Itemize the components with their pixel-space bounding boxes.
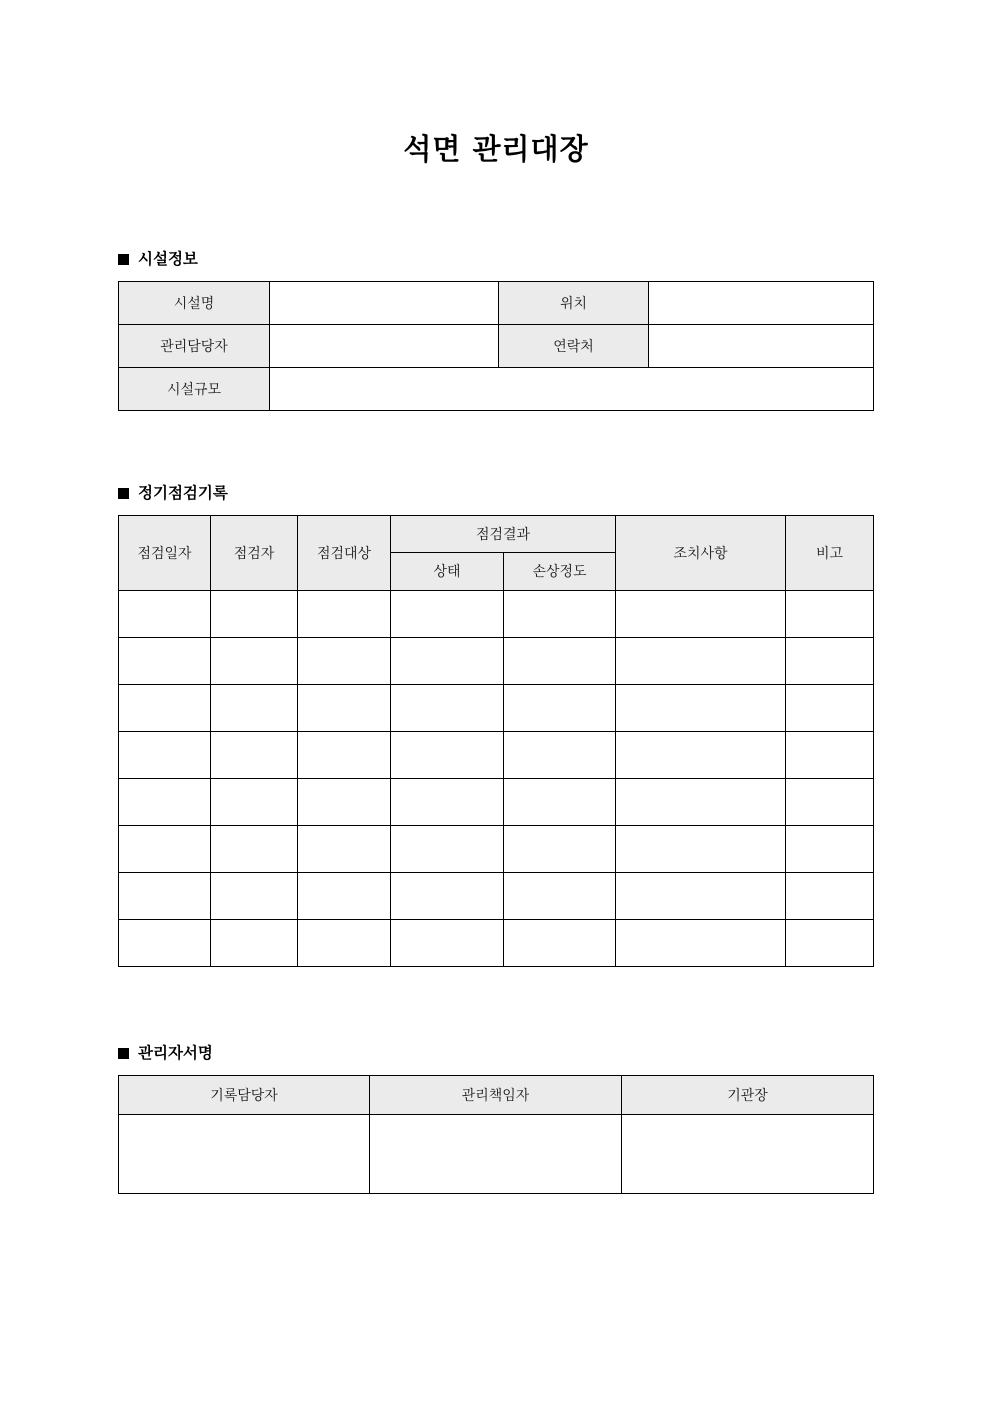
cell-result-damage[interactable]	[504, 637, 616, 684]
inspection-records-table	[118, 515, 874, 967]
cell-remarks[interactable]	[786, 872, 874, 919]
cell-inspector[interactable]	[211, 778, 298, 825]
section-heading-label: 시설정보	[138, 250, 198, 268]
facility-name-label: 시설명	[119, 281, 270, 324]
cell-result-damage[interactable]	[504, 684, 616, 731]
column-header-responsible-manager: 관리책임자	[370, 1075, 622, 1114]
section-heading-manager-signature	[118, 1044, 873, 1063]
bullet-square-icon	[118, 1048, 129, 1059]
cell-inspection-target[interactable]	[298, 872, 391, 919]
cell-result-damage[interactable]	[504, 731, 616, 778]
table-header-row	[119, 1075, 874, 1114]
cell-inspection-target[interactable]	[298, 919, 391, 966]
facility-scale-label: 시설규모	[119, 367, 270, 410]
table-row	[119, 731, 874, 778]
cell-result-state[interactable]	[391, 825, 504, 872]
signature-field-responsible-manager[interactable]	[370, 1114, 622, 1193]
cell-remarks[interactable]	[786, 684, 874, 731]
cell-inspection-date[interactable]	[119, 731, 211, 778]
cell-result-state[interactable]	[391, 731, 504, 778]
cell-inspection-date[interactable]	[119, 872, 211, 919]
cell-remarks[interactable]	[786, 825, 874, 872]
facility-location-label: 위치	[499, 281, 649, 324]
cell-remarks[interactable]	[786, 731, 874, 778]
section-manager-signature	[118, 1044, 873, 1194]
column-header-action-taken: 조치사항	[616, 515, 786, 590]
section-heading-facility-info	[118, 250, 873, 269]
cell-result-damage[interactable]	[504, 590, 616, 637]
cell-inspector[interactable]	[211, 684, 298, 731]
cell-inspection-target[interactable]	[298, 825, 391, 872]
cell-result-damage[interactable]	[504, 825, 616, 872]
cell-action-taken[interactable]	[616, 872, 786, 919]
cell-action-taken[interactable]	[616, 684, 786, 731]
cell-inspector[interactable]	[211, 872, 298, 919]
table-row	[119, 281, 874, 324]
signature-table	[118, 1075, 874, 1194]
cell-remarks[interactable]	[786, 919, 874, 966]
section-inspection-records	[118, 484, 873, 967]
facility-contact-value[interactable]	[649, 324, 874, 367]
cell-action-taken[interactable]	[616, 731, 786, 778]
cell-remarks[interactable]	[786, 637, 874, 684]
signature-field-institution-head[interactable]	[622, 1114, 874, 1193]
cell-inspector[interactable]	[211, 919, 298, 966]
facility-location-value[interactable]	[649, 281, 874, 324]
signature-field-record-officer[interactable]	[119, 1114, 370, 1193]
column-header-inspector: 점검자	[211, 515, 298, 590]
cell-action-taken[interactable]	[616, 590, 786, 637]
facility-contact-label: 연락처	[499, 324, 649, 367]
cell-result-state[interactable]	[391, 637, 504, 684]
cell-inspection-date[interactable]	[119, 637, 211, 684]
column-header-remarks: 비고	[786, 515, 874, 590]
cell-inspection-target[interactable]	[298, 684, 391, 731]
cell-inspection-date[interactable]	[119, 778, 211, 825]
page-title: 석면 관리대장	[403, 132, 589, 166]
bullet-square-icon	[118, 254, 129, 265]
table-row	[119, 825, 874, 872]
cell-result-state[interactable]	[391, 778, 504, 825]
table-row	[119, 872, 874, 919]
cell-action-taken[interactable]	[616, 778, 786, 825]
cell-inspection-target[interactable]	[298, 590, 391, 637]
facility-manager-value[interactable]	[270, 324, 499, 367]
cell-inspector[interactable]	[211, 637, 298, 684]
cell-result-damage[interactable]	[504, 919, 616, 966]
facility-info-table	[118, 281, 874, 411]
cell-result-state[interactable]	[391, 872, 504, 919]
cell-inspector[interactable]	[211, 590, 298, 637]
cell-inspection-date[interactable]	[119, 684, 211, 731]
column-header-inspection-result-group: 점검결과	[391, 515, 616, 553]
table-row	[119, 919, 874, 966]
cell-inspector[interactable]	[211, 825, 298, 872]
cell-remarks[interactable]	[786, 590, 874, 637]
table-row	[119, 637, 874, 684]
cell-result-damage[interactable]	[504, 872, 616, 919]
section-heading-label: 정기점검기록	[138, 484, 228, 502]
cell-inspection-target[interactable]	[298, 778, 391, 825]
facility-name-value[interactable]	[270, 281, 499, 324]
facility-manager-label: 관리담당자	[119, 324, 270, 367]
section-heading-inspection-records	[118, 484, 873, 503]
cell-action-taken[interactable]	[616, 825, 786, 872]
cell-remarks[interactable]	[786, 778, 874, 825]
table-row	[119, 324, 874, 367]
column-header-result-damage: 손상정도	[504, 553, 616, 591]
cell-inspection-target[interactable]	[298, 637, 391, 684]
cell-result-damage[interactable]	[504, 778, 616, 825]
table-row	[119, 684, 874, 731]
column-header-inspection-date: 점검일자	[119, 515, 211, 590]
section-facility-info	[118, 250, 873, 411]
table-row	[119, 590, 874, 637]
table-row	[119, 367, 874, 410]
table-row	[119, 1114, 874, 1193]
section-heading-label: 관리자서명	[138, 1044, 213, 1062]
cell-result-state[interactable]	[391, 684, 504, 731]
cell-inspection-target[interactable]	[298, 731, 391, 778]
cell-inspection-date[interactable]	[119, 590, 211, 637]
inspection-records-body	[119, 590, 874, 966]
table-header-row	[119, 515, 874, 553]
facility-scale-value[interactable]	[270, 367, 874, 410]
cell-result-state[interactable]	[391, 919, 504, 966]
cell-action-taken[interactable]	[616, 637, 786, 684]
column-header-record-officer: 기록담당자	[119, 1075, 370, 1114]
bullet-square-icon	[118, 488, 129, 499]
cell-result-state[interactable]	[391, 590, 504, 637]
column-header-institution-head: 기관장	[622, 1075, 874, 1114]
cell-action-taken[interactable]	[616, 919, 786, 966]
column-header-inspection-target: 점검대상	[298, 515, 391, 590]
table-row	[119, 778, 874, 825]
column-header-result-state: 상태	[391, 553, 504, 591]
cell-inspection-date[interactable]	[119, 919, 211, 966]
cell-inspection-date[interactable]	[119, 825, 211, 872]
cell-inspector[interactable]	[211, 731, 298, 778]
